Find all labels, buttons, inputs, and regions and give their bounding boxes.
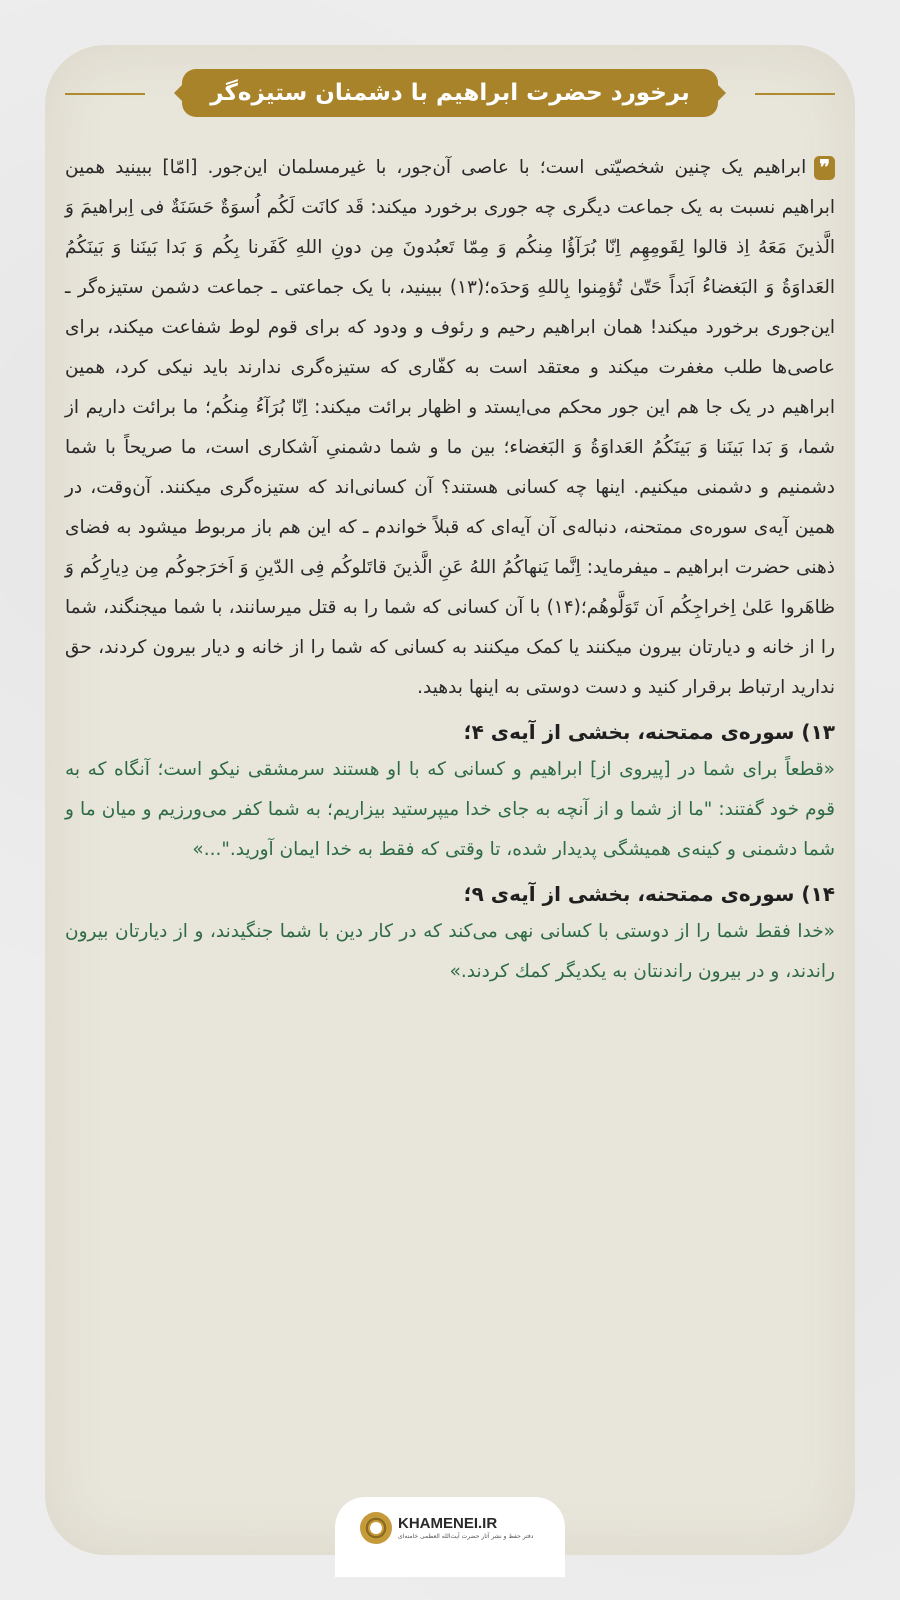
title-divider-left bbox=[65, 93, 145, 95]
logo-brand: KHAMENEI.IR bbox=[398, 1515, 498, 1532]
logo-tagline: دفتر حفظ و نشر آثار حضرت آیت‌الله العظمی خامنه‌ای bbox=[398, 1533, 534, 1540]
article-body bbox=[65, 148, 835, 998]
khamenei-logo[interactable] bbox=[360, 1508, 540, 1548]
footnote-13 bbox=[65, 714, 835, 870]
title-divider-right bbox=[755, 93, 835, 95]
footnote-text: «قطعاً برای شما در [پیروی از] ابراهیم و کسانی که با او هستند سرمشقی نیکو است؛ آنگاه که به قوم خود گفتند: "ما از شما و از آنچه به جای خدا میپرستید بیزاریم؛ به شما کفر می‌ورزیم و میان ما و شما دشمنی و کینه‌ی همیشگی پدیدار شده، تا وقتی که فقط به خدا ایمان آورید."...» bbox=[65, 759, 835, 860]
footnote-14 bbox=[65, 876, 835, 992]
footnote-title: ۱۳) سوره‌ی ممتحنه، بخشی از آیه‌ی ۴؛ bbox=[463, 720, 835, 744]
title-banner bbox=[65, 68, 835, 118]
footnote-text: «خدا فقط شما را از دوستی با کسانی نهی می‌کند که در کار دین با شما جنگیدند، و از دیارتان بیرون راندند، و در بیرون راندنتان به یکدیگر کمك کردند.» bbox=[65, 921, 835, 982]
main-paragraph bbox=[65, 148, 835, 708]
page-title: برخورد حضرت ابراهیم با دشمنان ستیزه‌گر bbox=[182, 69, 718, 117]
logo-text bbox=[398, 1516, 533, 1540]
footnote-title: ۱۴) سوره‌ی ممتحنه، بخشی از آیه‌ی ۹؛ bbox=[463, 882, 835, 906]
logo-emblem-icon bbox=[360, 1512, 392, 1544]
quote-icon: ❞ bbox=[814, 156, 835, 180]
main-paragraph-text: ابراهیم یک چنین شخصیّتی است؛ با عاصی آن‌جور، با غیرمسلمان این‌جور. [امّا] ببینید همین ابراهیم نسبت به یک جماعت دیگری چه جوری برخورد میکند: قَد کانَت لَکُم اُسوَةٌ حَسَنَةٌ فی اِبراهیمَ وَ الَّذینَ مَعَهُ اِذ قالوا لِقَومِهِم اِنّا بُرَآؤُا مِنکُم وَ مِمّا تَعبُدونَ مِن دونِ اللهِ کَفَرنا بِکُم وَ بَدا بَینَنا وَ بَینَکُمُ العَداوَةُ وَ البَغضاءُ اَبَداً حَتّیٰ تُؤمِنوا بِاللهِ وَحدَه؛(۱۳) ببینید، با یک جماعتی ـ جماعت دشمن ستیزه‌گر ـ این‌جوری برخورد میکند! همان ابراهیم رحیم و رئوف و ودود که برای قوم لوط شفاعت میکند، برای عاصی‌ها طلب مغفرت میکند و معتقد است به کفّاری که ستیزه‌گری ندارند باید نیکی کرد، همین ابراهیم در یک جا هم این جور محکم می‌ایستد و اظهار برائت میکند: اِنّا بُرَآءُ مِنکُم؛ ما برائت داریم از شما، وَ بَدا بَینَنا وَ بَینَکُمُ العَداوَةُ وَ البَغضاء؛ بین ما و شما دشمنیِ آشکاری است، ما صریحاً با شما دشمنیم و دشمنی میکنیم. اینها چه کسانی هستند؟ آن کسانی‌اند که ستیزه‌گری میکنند. آن‌وقت، در همین آیه‌ی سوره‌ی ممتحنه، دنباله‌ی آن آیه‌ای که قبلاً خواندم ـ که این هم باز مربوط میشود به فضای ذهنی حضرت ابراهیم ـ میفرماید: اِنَّما یَنهاکُمُ اللهُ عَنِ الَّذینَ قاتَلوکُم فِی الدّینِ وَ اَخرَجوکُم مِن دِیارِکُم وَ ظاهَروا عَلیٰ اِخراجِکُم اَن تَوَلَّوهُم؛(۱۴) با آن کسانی که شما را به قتل میرسانند، با شما میجنگند، شما را از خانه و دیارتان بیرون میکنند یا کمک میکنند به کسانی که شما را از خانه و دیار بیرون کردند، حق ندارید ارتباط برقرار کنید و دست دوستی به اینها بدهید. bbox=[65, 157, 835, 698]
